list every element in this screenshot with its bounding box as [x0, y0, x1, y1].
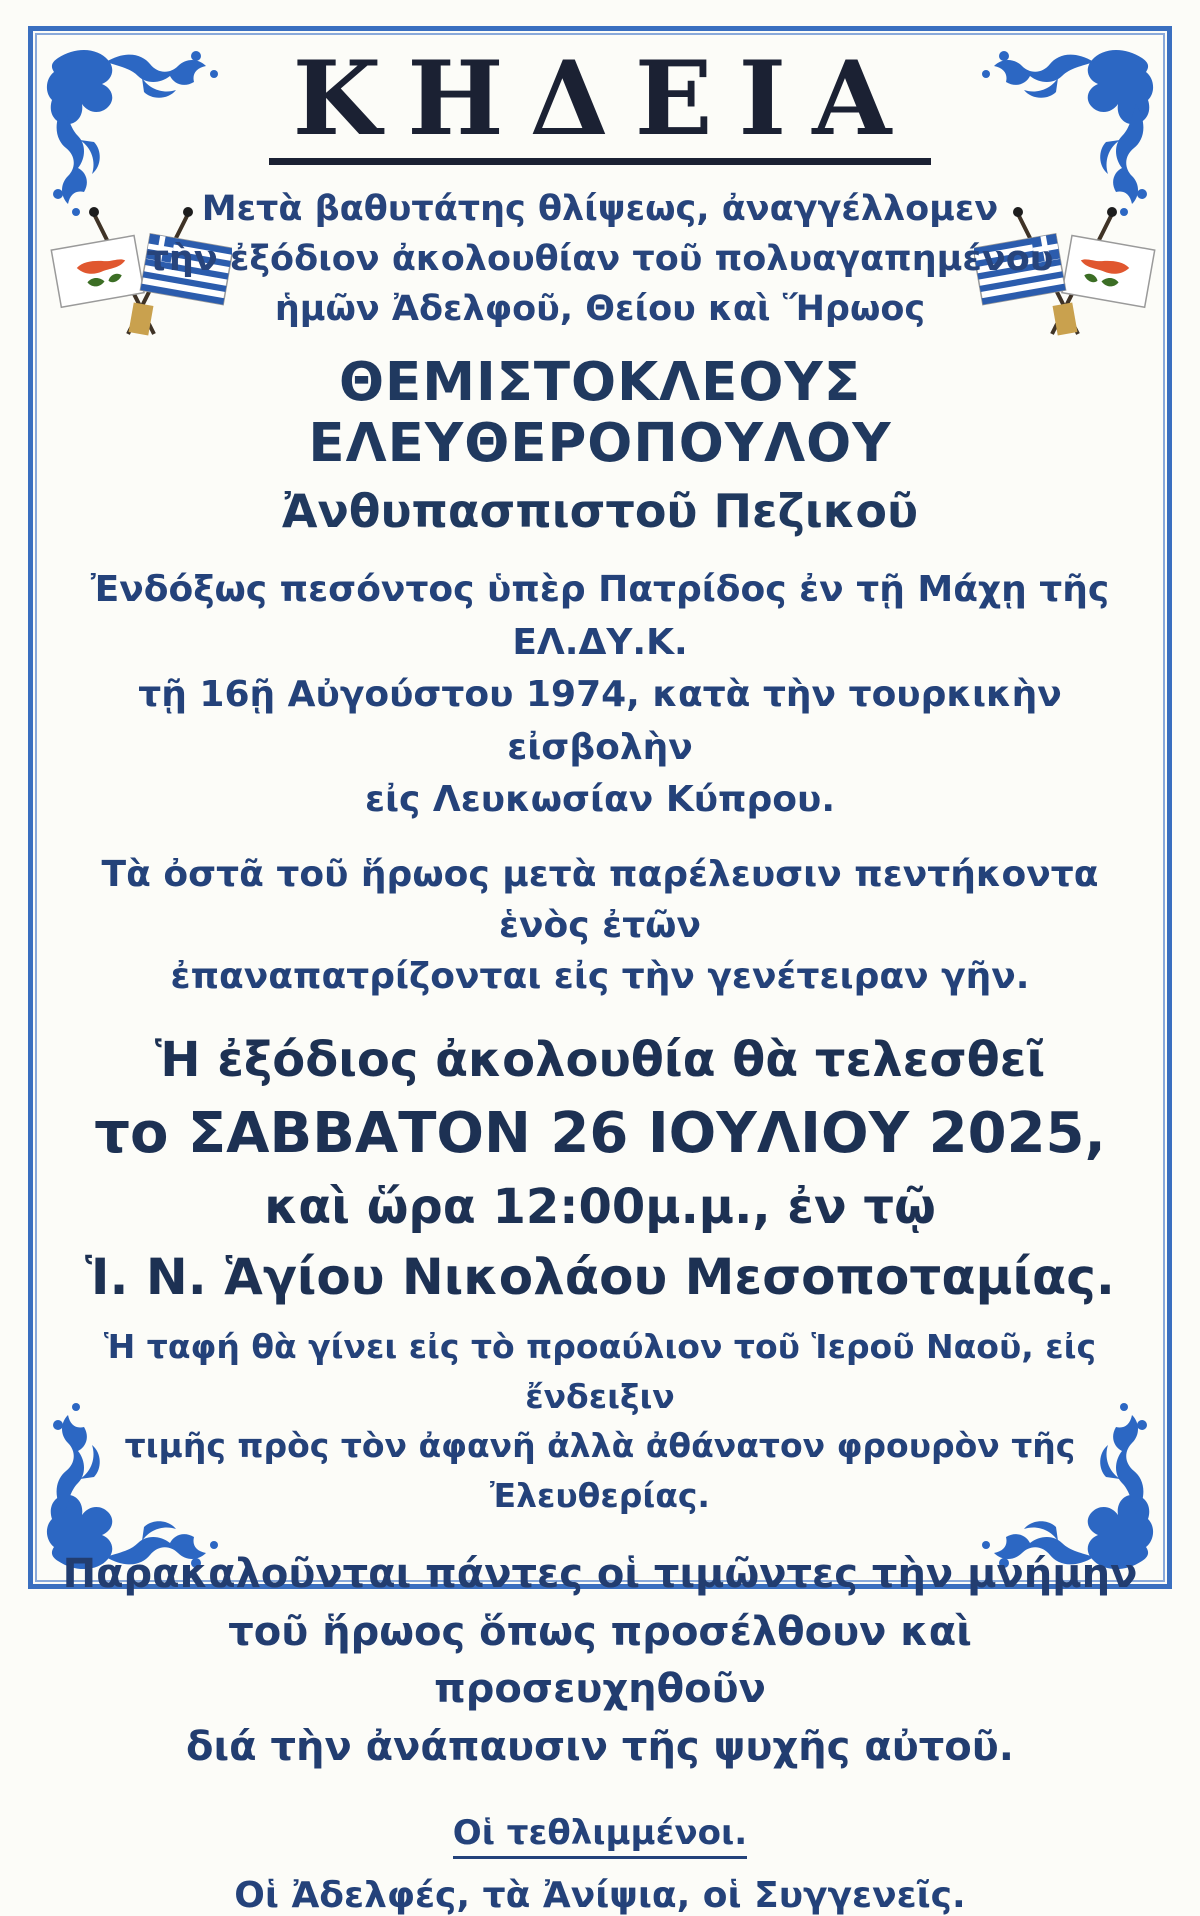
mourners-heading: Οἱ τεθλιμμένοι.: [453, 1813, 747, 1859]
repatriation-line-2: ἐπαναπατρίζονται εἰς τὴν γενέτειραν γῆν.: [170, 956, 1030, 998]
deceased-name: ΘΕΜΙΣΤΟΚΛΕΟΥΣ ΕΛΕΥΘΕΡΟΠΟΥΛΟΥ: [308, 352, 892, 475]
fallen-paragraph: [58, 564, 1142, 827]
announcement-body: [58, 38, 1142, 1916]
intro-line-3: ἡμῶν Ἀδελφοῦ, Θείου καὶ Ἥρωος: [274, 288, 926, 329]
mourners-signature: Οἱ Ἀδελφές, τὰ Ἀνίψια, οἱ Συγγενεῖς.: [234, 1874, 966, 1916]
service-church: Ἱ. Ν. Ἁγίου Νικολάου Μεσοποταμίας.: [85, 1248, 1115, 1307]
burial-line-2: τιμῆς πρὸς τὸν ἀφανῆ ἀλλὰ ἀθάνατον φρουρὸν τῆς Ἐλευθερίας.: [124, 1426, 1076, 1515]
fallen-line-1: Ἐνδόξως πεσόντος ὑπὲρ Πατρίδος ἐν τῇ Μάχῃ τῆς ΕΛ.ΔΥ.Κ.: [90, 569, 1110, 663]
service-line-1: Ἡ ἐξόδιος ἀκολουθία θὰ τελεσθεῖ: [154, 1032, 1046, 1089]
burial-line-1: Ἡ ταφή θὰ γίνει εἰς τὸ προαύλιον τοῦ Ἱεροῦ Ναοῦ, εἰς ἔνδειξιν: [103, 1327, 1097, 1416]
mourners-heading-wrap: [58, 1813, 1142, 1859]
invitation-line-2: τοῦ ἥρωος ὅπως προσέλθουν καὶ προσευχηθοῦν: [228, 1608, 972, 1713]
burial-paragraph: [58, 1322, 1142, 1520]
deceased-rank: Ἀνθυπασπιστοῦ Πεζικοῦ: [281, 484, 919, 539]
invitation-line-1: Παρακαλοῦνται πάντες οἱ τιμῶντες τὴν μνήμην: [62, 1551, 1138, 1598]
fallen-line-2: τῇ 16ῇ Αὐγούστου 1974, κατὰ τὴν τουρκικὴν εἰσβολὴν: [138, 674, 1062, 768]
page-title: ΚΗΔΕΙΑ: [269, 44, 932, 165]
invitation-paragraph: [58, 1546, 1142, 1776]
service-date: το ΣΑΒΒΑΤΟΝ 26 ΙΟΥΛΙΟΥ 2025,: [94, 1101, 1106, 1167]
service-announcement: [58, 1032, 1142, 1306]
repatriation-paragraph: [58, 849, 1142, 1002]
intro-paragraph: [58, 185, 1142, 334]
invitation-line-3: διά τὴν ἀνάπαυσιν τῆς ψυχῆς αὐτοῦ.: [186, 1724, 1014, 1771]
fallen-line-3: εἰς Λευκωσίαν Κύπρου.: [364, 779, 836, 821]
intro-line-2: τὴν ἐξόδιον ἀκολουθίαν τοῦ πολυαγαπημένου: [146, 238, 1054, 279]
service-time: καὶ ὥρα 12:00μ.μ., ἐν τῷ: [264, 1179, 936, 1236]
intro-line-1: Μετὰ βαθυτάτης θλίψεως, ἀναγγέλλομεν: [201, 189, 999, 230]
repatriation-line-1: Τὰ ὀστᾶ τοῦ ἥρωος μετὰ παρέλευσιν πεντήκοντα ἑνὸς ἐτῶν: [101, 853, 1099, 947]
